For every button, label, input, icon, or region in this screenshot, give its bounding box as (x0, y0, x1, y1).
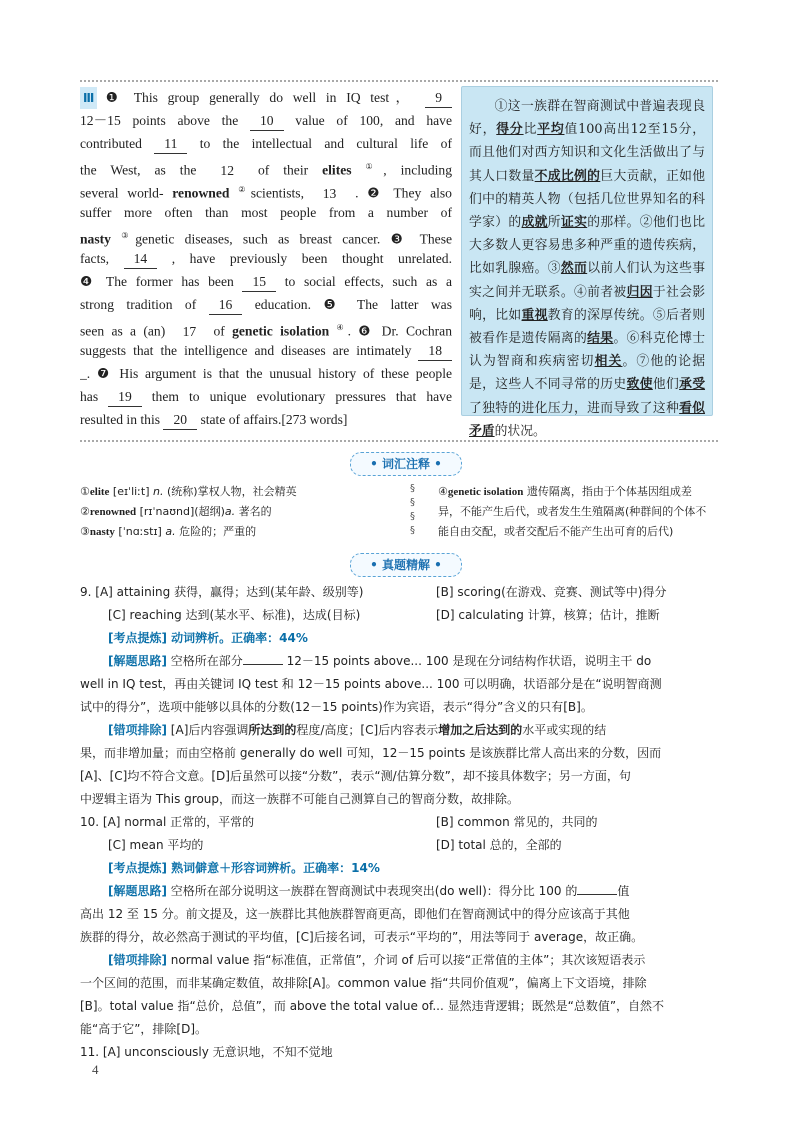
vocab-text-run: 能自由交配，或者交配后不能产生出可育的后代) (438, 525, 674, 538)
answer-analysis (80, 581, 720, 1064)
vocab-text-run: 著名的 (235, 505, 272, 518)
translation-text-run: 所 (547, 215, 561, 231)
vocab-text-run: ① (80, 485, 90, 498)
translation-text-run: 于社会影响，比如 (469, 284, 706, 323)
blank-number: 16 (209, 296, 243, 315)
option-right: [B] common 常见的，共同的 (436, 815, 598, 829)
passage-text-run: 12－15 points above the (80, 113, 239, 128)
sentence-marker: ❻ (358, 323, 375, 339)
passage-text-run: facts, (80, 251, 110, 266)
key-phrase: 证实 (560, 215, 588, 231)
analysis-line (80, 880, 720, 903)
page-number: 4 (92, 1062, 99, 1077)
vocab-text-run: 危险的；严重的 (175, 525, 257, 538)
vocab-line (438, 522, 723, 542)
vocab-term: elites (322, 162, 352, 178)
passage-line (80, 362, 452, 385)
vocab-term: renowned (172, 185, 230, 201)
analysis-text-run: 12－15 points above... 100 是现在分词结构作状语，说明主干 do (282, 654, 652, 668)
analysis-line (80, 857, 720, 880)
middle-dotted-rule (80, 440, 718, 442)
vocab-line (80, 502, 410, 522)
passage-line (80, 339, 452, 362)
analysis-line (80, 972, 720, 995)
blank-number: 9 (425, 89, 452, 108)
vocab-text-run: nasty (89, 526, 115, 538)
passage-line (80, 385, 452, 408)
vocab-line (438, 482, 723, 502)
key-phrase: 看似矛盾 (469, 400, 706, 439)
passage-text-run: scientists, (250, 185, 304, 201)
passage-text-run: seen as a (an) (80, 323, 166, 339)
analysis-text-run: 中逻辑主语为 This group，而这一族群不可能自己测算自己的智商分数，故排除。 (80, 792, 520, 806)
analysis-line (80, 650, 720, 673)
analysis-section-title: • 真题精解 • (350, 553, 462, 577)
analysis-line (80, 765, 720, 788)
analysis-text-run: 能“高于它”，排除[D]。 (80, 1022, 208, 1036)
sentence-marker: ❸ (390, 231, 410, 247)
blank-number: 14 (124, 250, 158, 269)
analysis-text-run: 水平或实现的结 (522, 723, 607, 737)
passage-text-run: The latter was (356, 297, 452, 312)
vocab-term: genetic isolation (232, 323, 330, 339)
passage-line (80, 247, 452, 270)
analysis-line (80, 581, 720, 604)
passage-line (80, 270, 452, 293)
vocab-text-run: renowned (89, 506, 137, 518)
analysis-label: [解题思路] (108, 884, 167, 898)
passage-text-run: strong tradition of (80, 297, 197, 312)
sentence-marker: ❶ (99, 90, 125, 106)
analysis-text-run: [C] reaching 达到(某水平、标准)，达成(目标) (108, 608, 361, 622)
vocab-text-run: [eɪˈliːt] (109, 485, 154, 498)
key-phrase: 得分 (496, 122, 524, 138)
vocab-text-run: genetic isolation (447, 486, 524, 498)
blank-number: 20 (163, 411, 197, 430)
passage-line (80, 155, 452, 178)
passage-text-run: suffer more often than most people from a number of (80, 205, 452, 220)
passage-text-run: . (355, 185, 359, 201)
passage-line (80, 224, 452, 247)
analysis-line (80, 1041, 720, 1064)
analysis-text-run: [A]、[C]均不符合文意。[D]后虽然可以接“分数”，表示“测/估算分数”，却不接具体数字；另一方面，句 (80, 769, 631, 783)
passage-text-run: Dr. Cochran (381, 323, 452, 339)
passage-text-run: to the intellectual and cultural life of (199, 136, 452, 151)
key-phrase: 然而 (560, 261, 588, 277)
passage-text-run: of (213, 323, 225, 339)
passage-text (80, 86, 452, 431)
key-phrase: 成就 (521, 215, 548, 231)
analysis-line (80, 995, 720, 1018)
blank-number: 15 (242, 273, 276, 292)
passage-line (80, 178, 452, 201)
analysis-line (80, 742, 720, 765)
section-mark: Ⅲ (80, 87, 97, 109)
passage-text-run: . (347, 323, 351, 339)
passage-text-run: of their (257, 162, 309, 178)
analysis-line (80, 604, 720, 627)
passage-line (80, 316, 452, 339)
passage-text-run: state of affairs.[273 words] (200, 412, 348, 427)
analysis-text-run: 9. [A] attaining 获得，赢得；达到(某年龄、级别等) (80, 585, 364, 599)
analysis-text-run: well in IQ test，再由关键词 IQ test 和 12－15 points above... 100 可以明确，状语部分是在“说明智商测 (80, 677, 662, 691)
sentence-marker: ❺ (323, 297, 345, 313)
option-right: [D] total 总的，全部的 (436, 838, 562, 852)
passage-text-run: The former has been (105, 274, 234, 289)
top-dotted-rule (80, 80, 718, 82)
blank-number: 11 (154, 135, 187, 154)
passage-text-run: , including (383, 162, 452, 178)
translation-text-run: 。⑦他的论据是，这些人不同寻常的历史 (469, 354, 706, 393)
translation-paragraph (469, 95, 705, 443)
passage-text-run: _. (80, 366, 91, 381)
note-marker: ③ (121, 231, 136, 240)
analysis-text-run: [C] mean 平均的 (108, 838, 204, 852)
blank-number: 19 (108, 388, 142, 407)
passage-text-run: resulted in this (80, 412, 161, 427)
blank-number: 18 (418, 342, 452, 361)
translation-text-run: 教育的深厚传统。⑤后者则被看作是遗传隔离的 (469, 307, 706, 347)
vocab-text-run: elite (89, 486, 110, 498)
vocab-text-run: ② (80, 505, 90, 518)
vocab-notes-left (80, 482, 410, 542)
analysis-text-run: 果，而非增加量；而由空格前 generally do well 可知，12－15 points 是该族群比常人高出来的分数，因而 (80, 746, 662, 760)
blank-number: 17 (173, 323, 207, 339)
analysis-text-run: 一个区间的范围，而非某确定数值，故排除[A]。common value 指“共同价值观”，偏离上下文语境，排除 (80, 976, 647, 990)
passage-text-run: contributed (80, 136, 142, 151)
vocab-section-title: • 词汇注释 • (350, 452, 462, 476)
note-marker: ② (238, 185, 251, 194)
translation-text-run: 的状况。 (494, 423, 546, 439)
blank-number: 12 (210, 162, 244, 178)
sentence-marker: ❼ (97, 366, 113, 382)
passage-line (80, 86, 452, 109)
vocab-line (438, 502, 723, 522)
analysis-label: [错项排除] (108, 953, 167, 967)
analysis-text-run: normal value 指“标准值，正常值”，介词 of 后可以接“正常值的主体”；其次该短语表示 (166, 953, 646, 967)
analysis-line (80, 696, 720, 719)
analysis-line (80, 811, 720, 834)
passage-line (80, 293, 452, 316)
passage-text-run: value of 100, and have (295, 113, 452, 128)
analysis-line (80, 627, 720, 650)
vocab-line (80, 522, 410, 542)
passage-line (80, 408, 452, 431)
translation-text-run: 的那样。②他们也比大多数人更容易患多种严重的遗传疾病，比如乳腺癌。③ (469, 215, 706, 277)
vocab-text-run: [ˈnɑːstɪ] (114, 525, 166, 538)
sentence-marker: ❹ (80, 274, 98, 290)
translation-text-run: 了独特的进化压力，进而导致了这种 (469, 400, 680, 416)
analysis-label: [考点提炼] 动词辨析。正确率：44% (108, 631, 308, 645)
passage-text-run: These (419, 231, 452, 247)
analysis-text-run: [A]后内容强调 (166, 723, 249, 737)
passage-text-run: They also (393, 185, 452, 201)
option-right: [B] scoring(在游戏、竞赛、测试等中)得分 (436, 585, 667, 599)
analysis-text-run: 值 (617, 884, 630, 898)
passage-text-run: genetic diseases, such as breast cancer. (135, 231, 381, 247)
translation-text-run: 他们 (652, 377, 680, 393)
vocab-notes-right (438, 482, 723, 542)
key-phrase: 归因 (626, 284, 653, 300)
analysis-text-run: 高出 12 至 15 分。前文提及，这一族群比其他族群智商更高，即他们在智商测试中的得分应该高于其他 (80, 907, 630, 921)
vocab-term: nasty (80, 231, 111, 247)
key-phrase: 承受 (679, 377, 706, 393)
analysis-text-run: 11. [A] unconsciously 无意识地，不知不觉地 (80, 1045, 333, 1059)
note-marker: ① (365, 162, 384, 171)
vocab-divider: § § § § (410, 483, 415, 536)
vocab-text-run: (统称)掌权人物，社会精英 (163, 485, 297, 498)
key-phrase: 致使 (626, 377, 653, 393)
passage-text-run: education. (254, 297, 312, 312)
analysis-text-run: 所达到的 (248, 723, 297, 737)
key-phrase: 平均 (537, 122, 565, 138)
analysis-text-run: 试中的得分”，选项中能够以具体的分数(12－15 points)作为宾语，表示“得分”含义的只有[B]。 (80, 700, 593, 714)
blank-number: 10 (250, 112, 284, 131)
analysis-line (80, 926, 720, 949)
analysis-text-run: 族群的得分，故必然高于测试的平均值，[C]后接名词，可表示“平均的”，用法等同于 average，故正确。 (80, 930, 644, 944)
analysis-text-run: 空格所在部分 (166, 654, 243, 668)
passage-text-run: to social effects, such as a (284, 274, 452, 289)
vocab-text-run: 异，不能产生后代，或者发生生殖隔离(种群间的个体不 (438, 505, 707, 518)
translation-text-run: 。⑥科克伦博士认为智商和疾病密切 (469, 331, 706, 370)
vocab-text-run: a. (224, 505, 236, 518)
vocab-line (80, 482, 410, 502)
analysis-text-run: 10. [A] normal 正常的，平常的 (80, 815, 255, 829)
vocab-text-run: n. (153, 485, 164, 498)
vocab-text-run: [rɪˈnaʊnd](超纲) (136, 505, 225, 518)
passage-text-run: several world- (80, 185, 164, 201)
analysis-text-run: 增加之后达到的 (438, 723, 523, 737)
sentence-marker: ❷ (367, 185, 385, 201)
translation-text-run: 巨大贡献，正如他们中的精英人物（包括几位世界知名的科学家）的 (469, 168, 706, 231)
analysis-line (80, 834, 720, 857)
answer-blank (243, 650, 283, 665)
analysis-text-run: [B]。total value 指“总价，总值”，而 above the total value of... 显然违背逻辑；既然是“总数值”，自然不 (80, 999, 665, 1013)
key-phrase: 相关 (594, 354, 623, 370)
answer-blank (577, 880, 617, 895)
blank-number: 13 (313, 185, 347, 201)
translation-text-run: 以前人们认为这些事实之间并无联系。④前者被 (469, 261, 706, 300)
vocab-text-run: 遗传隔离，指由于个体基因组成差 (523, 485, 692, 498)
translation-text-run: ①这一族群在智商测试中普遍表现良好， (469, 99, 705, 138)
analysis-label: [考点提炼] 熟词僻意＋形容词辨析。正确率：14% (108, 861, 380, 875)
passage-line (80, 132, 452, 155)
passage-text-run: suggests that the intelligence and diseases are intimately (80, 343, 412, 358)
passage-text-run: has (80, 389, 99, 404)
translation-text-run: 比 (523, 122, 538, 138)
passage-text-run: This group generally do well in IQ test， (133, 90, 416, 105)
option-right: [D] calculating 计算，核算；估计，推断 (436, 608, 660, 622)
vocab-text-run: a. (165, 525, 176, 538)
passage-text-run: the West, as the (80, 162, 197, 178)
note-marker: ④ (336, 323, 348, 332)
passage-text-run: His argument is that the unusual history of these people (119, 366, 452, 381)
passage-line (80, 109, 452, 132)
passage-text-run: , have previously been thought unrelated. (171, 251, 452, 266)
analysis-line (80, 1018, 720, 1041)
key-phrase: 重视 (521, 307, 548, 323)
analysis-line (80, 673, 720, 696)
passage-line (80, 201, 452, 224)
vocab-text-run: ③ (80, 525, 90, 538)
analysis-label: [错项排除] (108, 723, 167, 737)
analysis-line (80, 788, 720, 811)
analysis-text-run: 空格所在部分说明这一族群在智商测试中表现突出(do well)：得分比 100 的 (166, 884, 578, 898)
key-phrase: 不成比例的 (534, 168, 601, 184)
passage-text-run: them to unique evolutionary pressures that have (151, 389, 452, 404)
vocab-text-run: ④ (438, 485, 448, 498)
analysis-label: [解题思路] (108, 654, 167, 668)
analysis-line (80, 719, 720, 742)
analysis-text-run: 程度/高度；[C]后内容表示 (296, 723, 439, 737)
translation-box (461, 86, 713, 439)
key-phrase: 结果 (587, 331, 614, 347)
analysis-line (80, 949, 720, 972)
translation-text-run: 值100高出12至15分，而且他们对西方知识和文化生活做出了与其人口数量 (469, 122, 705, 184)
analysis-line (80, 903, 720, 926)
